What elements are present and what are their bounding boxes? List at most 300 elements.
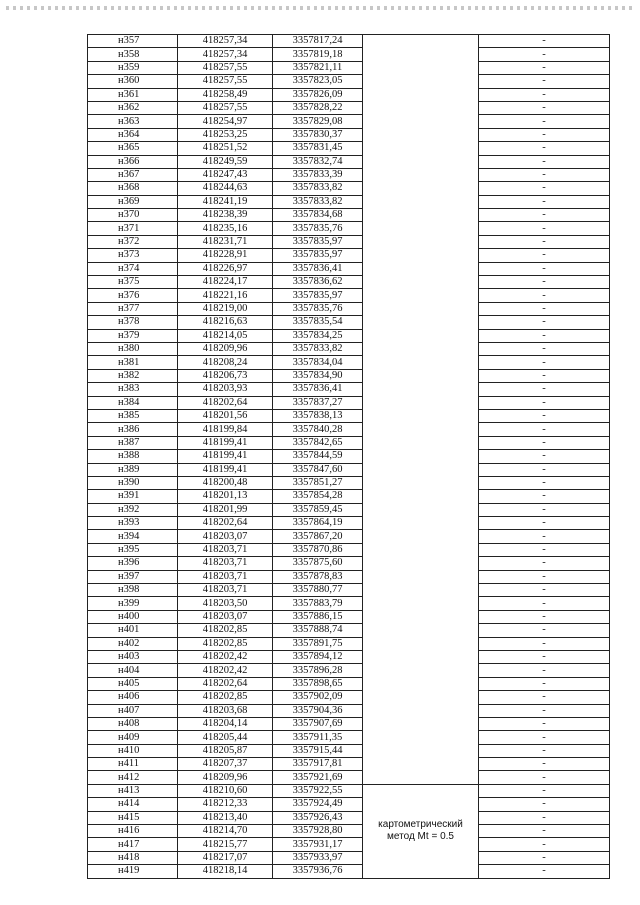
y-coordinate-cell: 3357870,86 [273, 543, 363, 556]
dash-cell: - [479, 289, 610, 302]
dash-cell: - [479, 249, 610, 262]
table-row [88, 48, 610, 61]
y-coordinate-cell: 3357931,17 [273, 838, 363, 851]
y-coordinate-cell: 3357894,12 [273, 650, 363, 663]
y-coordinate-cell: 3357836,62 [273, 276, 363, 289]
table-row [88, 222, 610, 235]
y-coordinate-cell: 3357835,76 [273, 222, 363, 235]
table-row [88, 128, 610, 141]
dash-cell: - [479, 75, 610, 88]
dash-cell: - [479, 650, 610, 663]
point-name-cell: н401 [88, 624, 178, 637]
y-coordinate-cell: 3357835,97 [273, 235, 363, 248]
dash-cell: - [479, 369, 610, 382]
y-coordinate-cell: 3357826,09 [273, 88, 363, 101]
dash-cell: - [479, 811, 610, 824]
x-coordinate-cell: 418207,37 [178, 758, 273, 771]
x-coordinate-cell: 418199,41 [178, 436, 273, 449]
table-row [88, 771, 610, 784]
dash-cell: - [479, 61, 610, 74]
point-name-cell: н376 [88, 289, 178, 302]
point-name-cell: н370 [88, 209, 178, 222]
table-row [88, 329, 610, 342]
y-coordinate-cell: 3357921,69 [273, 771, 363, 784]
point-name-cell: н417 [88, 838, 178, 851]
y-coordinate-cell: 3357833,39 [273, 168, 363, 181]
table-row [88, 624, 610, 637]
dash-cell: - [479, 825, 610, 838]
x-coordinate-cell: 418199,84 [178, 423, 273, 436]
table-row [88, 557, 610, 570]
dash-cell: - [479, 517, 610, 530]
point-name-cell: н389 [88, 463, 178, 476]
y-coordinate-cell: 3357933,97 [273, 851, 363, 864]
point-name-cell: н359 [88, 61, 178, 74]
table-row [88, 731, 610, 744]
x-coordinate-cell: 418201,99 [178, 503, 273, 516]
point-name-cell: н396 [88, 557, 178, 570]
table-row [88, 262, 610, 275]
point-name-cell: н398 [88, 584, 178, 597]
y-coordinate-cell: 3357915,44 [273, 744, 363, 757]
table-row [88, 276, 610, 289]
y-coordinate-cell: 3357834,25 [273, 329, 363, 342]
y-coordinate-cell: 3357867,20 [273, 530, 363, 543]
x-coordinate-cell: 418224,17 [178, 276, 273, 289]
y-coordinate-cell: 3357902,09 [273, 691, 363, 704]
y-coordinate-cell: 3357819,18 [273, 48, 363, 61]
table-row [88, 88, 610, 101]
x-coordinate-cell: 418249,59 [178, 155, 273, 168]
x-coordinate-cell: 418219,00 [178, 302, 273, 315]
x-coordinate-cell: 418238,39 [178, 209, 273, 222]
point-name-cell: н390 [88, 476, 178, 489]
x-coordinate-cell: 418202,85 [178, 624, 273, 637]
dash-cell: - [479, 677, 610, 690]
table-row [88, 838, 610, 851]
dash-cell: - [479, 316, 610, 329]
y-coordinate-cell: 3357922,55 [273, 784, 363, 797]
table-row [88, 811, 610, 824]
x-coordinate-cell: 418210,60 [178, 784, 273, 797]
x-coordinate-cell: 418203,07 [178, 530, 273, 543]
dash-cell: - [479, 865, 610, 878]
y-coordinate-cell: 3357840,28 [273, 423, 363, 436]
y-coordinate-cell: 3357830,37 [273, 128, 363, 141]
point-name-cell: н385 [88, 409, 178, 422]
table-row [88, 423, 610, 436]
dash-cell: - [479, 704, 610, 717]
y-coordinate-cell: 3357907,69 [273, 717, 363, 730]
point-name-cell: н408 [88, 717, 178, 730]
point-name-cell: н418 [88, 851, 178, 864]
point-name-cell: н363 [88, 115, 178, 128]
y-coordinate-cell: 3357835,54 [273, 316, 363, 329]
y-coordinate-cell: 3357936,76 [273, 865, 363, 878]
dash-cell: - [479, 557, 610, 570]
dash-cell: - [479, 610, 610, 623]
point-name-cell: н361 [88, 88, 178, 101]
y-coordinate-cell: 3357878,83 [273, 570, 363, 583]
table-row [88, 155, 610, 168]
x-coordinate-cell: 418202,85 [178, 691, 273, 704]
x-coordinate-cell: 418251,52 [178, 142, 273, 155]
x-coordinate-cell: 418202,64 [178, 517, 273, 530]
y-coordinate-cell: 3357896,28 [273, 664, 363, 677]
dash-cell: - [479, 691, 610, 704]
x-coordinate-cell: 418216,63 [178, 316, 273, 329]
table-row [88, 195, 610, 208]
dash-cell: - [479, 731, 610, 744]
x-coordinate-cell: 418247,43 [178, 168, 273, 181]
method-cell-empty [363, 35, 479, 785]
table-row [88, 851, 610, 864]
dash-cell: - [479, 758, 610, 771]
table-row [88, 369, 610, 382]
x-coordinate-cell: 418202,85 [178, 637, 273, 650]
y-coordinate-cell: 3357832,74 [273, 155, 363, 168]
table-row [88, 717, 610, 730]
point-name-cell: н378 [88, 316, 178, 329]
y-coordinate-cell: 3357875,60 [273, 557, 363, 570]
x-coordinate-cell: 418235,16 [178, 222, 273, 235]
y-coordinate-cell: 3357836,41 [273, 262, 363, 275]
x-coordinate-cell: 418199,41 [178, 463, 273, 476]
point-name-cell: н379 [88, 329, 178, 342]
x-coordinate-cell: 418213,40 [178, 811, 273, 824]
y-coordinate-cell: 3357835,97 [273, 249, 363, 262]
dash-cell: - [479, 142, 610, 155]
point-name-cell: н388 [88, 450, 178, 463]
y-coordinate-cell: 3357823,05 [273, 75, 363, 88]
dash-cell: - [479, 637, 610, 650]
x-coordinate-cell: 418202,64 [178, 396, 273, 409]
dash-cell: - [479, 88, 610, 101]
point-name-cell: н413 [88, 784, 178, 797]
table-row [88, 75, 610, 88]
x-coordinate-cell: 418209,96 [178, 342, 273, 355]
dash-cell: - [479, 209, 610, 222]
y-coordinate-cell: 3357833,82 [273, 195, 363, 208]
point-name-cell: н360 [88, 75, 178, 88]
x-coordinate-cell: 418203,68 [178, 704, 273, 717]
point-name-cell: н384 [88, 396, 178, 409]
y-coordinate-cell: 3357888,74 [273, 624, 363, 637]
dash-cell: - [479, 450, 610, 463]
table-row [88, 409, 610, 422]
x-coordinate-cell: 418203,71 [178, 557, 273, 570]
table-row [88, 584, 610, 597]
dash-cell: - [479, 798, 610, 811]
point-name-cell: н367 [88, 168, 178, 181]
point-name-cell: н415 [88, 811, 178, 824]
x-coordinate-cell: 418218,14 [178, 865, 273, 878]
point-name-cell: н410 [88, 744, 178, 757]
x-coordinate-cell: 418214,70 [178, 825, 273, 838]
x-coordinate-cell: 418254,97 [178, 115, 273, 128]
y-coordinate-cell: 3357831,45 [273, 142, 363, 155]
point-name-cell: н403 [88, 650, 178, 663]
y-coordinate-cell: 3357817,24 [273, 35, 363, 48]
y-coordinate-cell: 3357836,41 [273, 383, 363, 396]
table-row [88, 396, 610, 409]
table-row [88, 825, 610, 838]
y-coordinate-cell: 3357834,68 [273, 209, 363, 222]
y-coordinate-cell: 3357859,45 [273, 503, 363, 516]
point-name-cell: н368 [88, 182, 178, 195]
y-coordinate-cell: 3357828,22 [273, 101, 363, 114]
point-name-cell: н404 [88, 664, 178, 677]
dash-cell: - [479, 784, 610, 797]
table-row [88, 342, 610, 355]
y-coordinate-cell: 3357926,43 [273, 811, 363, 824]
y-coordinate-cell: 3357880,77 [273, 584, 363, 597]
x-coordinate-cell: 418203,71 [178, 543, 273, 556]
table-row [88, 570, 610, 583]
point-name-cell: н409 [88, 731, 178, 744]
point-name-cell: н387 [88, 436, 178, 449]
x-coordinate-cell: 418203,07 [178, 610, 273, 623]
point-name-cell: н375 [88, 276, 178, 289]
x-coordinate-cell: 418201,13 [178, 490, 273, 503]
y-coordinate-cell: 3357842,65 [273, 436, 363, 449]
table-row [88, 115, 610, 128]
point-name-cell: н364 [88, 128, 178, 141]
point-name-cell: н386 [88, 423, 178, 436]
x-coordinate-cell: 418253,25 [178, 128, 273, 141]
x-coordinate-cell: 418214,05 [178, 329, 273, 342]
x-coordinate-cell: 418257,55 [178, 75, 273, 88]
point-name-cell: н397 [88, 570, 178, 583]
x-coordinate-cell: 418231,71 [178, 235, 273, 248]
x-coordinate-cell: 418203,50 [178, 597, 273, 610]
dash-cell: - [479, 383, 610, 396]
y-coordinate-cell: 3357928,80 [273, 825, 363, 838]
table-row [88, 865, 610, 878]
x-coordinate-cell: 418257,34 [178, 48, 273, 61]
point-name-cell: н400 [88, 610, 178, 623]
dash-cell: - [479, 342, 610, 355]
y-coordinate-cell: 3357898,65 [273, 677, 363, 690]
dash-cell: - [479, 436, 610, 449]
table-row [88, 543, 610, 556]
x-coordinate-cell: 418201,56 [178, 409, 273, 422]
y-coordinate-cell: 3357917,81 [273, 758, 363, 771]
table-row [88, 182, 610, 195]
table-row [88, 677, 610, 690]
point-name-cell: н358 [88, 48, 178, 61]
x-coordinate-cell: 418217,07 [178, 851, 273, 864]
point-name-cell: н372 [88, 235, 178, 248]
dash-cell: - [479, 262, 610, 275]
dash-cell: - [479, 423, 610, 436]
dash-cell: - [479, 490, 610, 503]
y-coordinate-cell: 3357835,76 [273, 302, 363, 315]
dash-cell: - [479, 115, 610, 128]
y-coordinate-cell: 3357924,49 [273, 798, 363, 811]
dash-cell: - [479, 664, 610, 677]
dash-cell: - [479, 329, 610, 342]
top-edge-artifact [6, 6, 634, 10]
table-row [88, 101, 610, 114]
table-row [88, 356, 610, 369]
x-coordinate-cell: 418205,87 [178, 744, 273, 757]
point-name-cell: н405 [88, 677, 178, 690]
y-coordinate-cell: 3357883,79 [273, 597, 363, 610]
dash-cell: - [479, 476, 610, 489]
dash-cell: - [479, 276, 610, 289]
dash-cell: - [479, 222, 610, 235]
table-row [88, 597, 610, 610]
point-name-cell: н362 [88, 101, 178, 114]
point-name-cell: н382 [88, 369, 178, 382]
x-coordinate-cell: 418244,63 [178, 182, 273, 195]
table-row [88, 758, 610, 771]
y-coordinate-cell: 3357835,97 [273, 289, 363, 302]
method-label-line-1: картометрический [378, 819, 463, 831]
table-row [88, 798, 610, 811]
dash-cell: - [479, 530, 610, 543]
table-row [88, 691, 610, 704]
dash-cell: - [479, 570, 610, 583]
table-row [88, 289, 610, 302]
point-name-cell: н399 [88, 597, 178, 610]
dash-cell: - [479, 35, 610, 48]
dash-cell: - [479, 235, 610, 248]
table-row [88, 476, 610, 489]
point-name-cell: н395 [88, 543, 178, 556]
x-coordinate-cell: 418203,93 [178, 383, 273, 396]
x-coordinate-cell: 418204,14 [178, 717, 273, 730]
point-name-cell: н392 [88, 503, 178, 516]
table-row [88, 249, 610, 262]
x-coordinate-cell: 418202,42 [178, 664, 273, 677]
y-coordinate-cell: 3357833,82 [273, 342, 363, 355]
table-row [88, 530, 610, 543]
dash-cell: - [479, 182, 610, 195]
table-row [88, 235, 610, 248]
x-coordinate-cell: 418206,73 [178, 369, 273, 382]
point-name-cell: н380 [88, 342, 178, 355]
dash-cell: - [479, 717, 610, 730]
table-row [88, 610, 610, 623]
method-cell [363, 784, 479, 878]
x-coordinate-cell: 418257,34 [178, 35, 273, 48]
dash-cell: - [479, 396, 610, 409]
table-row [88, 490, 610, 503]
table-row [88, 650, 610, 663]
x-coordinate-cell: 418202,42 [178, 650, 273, 663]
dash-cell: - [479, 771, 610, 784]
x-coordinate-cell: 418199,41 [178, 450, 273, 463]
table-row [88, 383, 610, 396]
table-row [88, 744, 610, 757]
coordinates-table-body [88, 35, 610, 879]
point-name-cell: н377 [88, 302, 178, 315]
table-row [88, 503, 610, 516]
x-coordinate-cell: 418200,48 [178, 476, 273, 489]
point-name-cell: н365 [88, 142, 178, 155]
y-coordinate-cell: 3357854,28 [273, 490, 363, 503]
point-name-cell: н407 [88, 704, 178, 717]
dash-cell: - [479, 584, 610, 597]
x-coordinate-cell: 418203,71 [178, 584, 273, 597]
method-label-line-2: метод Mt = 0.5 [387, 831, 454, 843]
table-row [88, 168, 610, 181]
point-name-cell: н419 [88, 865, 178, 878]
x-coordinate-cell: 418208,24 [178, 356, 273, 369]
table-row [88, 142, 610, 155]
point-name-cell: н394 [88, 530, 178, 543]
point-name-cell: н414 [88, 798, 178, 811]
point-name-cell: н391 [88, 490, 178, 503]
point-name-cell: н373 [88, 249, 178, 262]
dash-cell: - [479, 409, 610, 422]
x-coordinate-cell: 418212,33 [178, 798, 273, 811]
y-coordinate-cell: 3357911,35 [273, 731, 363, 744]
point-name-cell: н366 [88, 155, 178, 168]
y-coordinate-cell: 3357829,08 [273, 115, 363, 128]
point-name-cell: н412 [88, 771, 178, 784]
y-coordinate-cell: 3357834,04 [273, 356, 363, 369]
dash-cell: - [479, 597, 610, 610]
dash-cell: - [479, 155, 610, 168]
table-row [88, 450, 610, 463]
table-row [88, 35, 610, 48]
x-coordinate-cell: 418226,97 [178, 262, 273, 275]
x-coordinate-cell: 418203,71 [178, 570, 273, 583]
y-coordinate-cell: 3357833,82 [273, 182, 363, 195]
point-name-cell: н383 [88, 383, 178, 396]
dash-cell: - [479, 101, 610, 114]
table-row [88, 302, 610, 315]
table-row [88, 664, 610, 677]
x-coordinate-cell: 418215,77 [178, 838, 273, 851]
table-row [88, 517, 610, 530]
dash-cell: - [479, 463, 610, 476]
point-name-cell: н357 [88, 35, 178, 48]
dash-cell: - [479, 851, 610, 864]
coordinates-table [87, 34, 610, 879]
table-row [88, 316, 610, 329]
table-row [88, 704, 610, 717]
x-coordinate-cell: 418258,49 [178, 88, 273, 101]
table-row [88, 784, 610, 797]
x-coordinate-cell: 418221,16 [178, 289, 273, 302]
point-name-cell: н406 [88, 691, 178, 704]
table-row [88, 209, 610, 222]
dash-cell: - [479, 838, 610, 851]
y-coordinate-cell: 3357821,11 [273, 61, 363, 74]
dash-cell: - [479, 128, 610, 141]
y-coordinate-cell: 3357886,15 [273, 610, 363, 623]
y-coordinate-cell: 3357838,13 [273, 409, 363, 422]
table-row [88, 637, 610, 650]
x-coordinate-cell: 418257,55 [178, 101, 273, 114]
point-name-cell: н371 [88, 222, 178, 235]
point-name-cell: н369 [88, 195, 178, 208]
point-name-cell: н416 [88, 825, 178, 838]
dash-cell: - [479, 543, 610, 556]
point-name-cell: н374 [88, 262, 178, 275]
point-name-cell: н381 [88, 356, 178, 369]
x-coordinate-cell: 418205,44 [178, 731, 273, 744]
y-coordinate-cell: 3357847,60 [273, 463, 363, 476]
x-coordinate-cell: 418228,91 [178, 249, 273, 262]
table-row [88, 436, 610, 449]
y-coordinate-cell: 3357844,59 [273, 450, 363, 463]
point-name-cell: н402 [88, 637, 178, 650]
